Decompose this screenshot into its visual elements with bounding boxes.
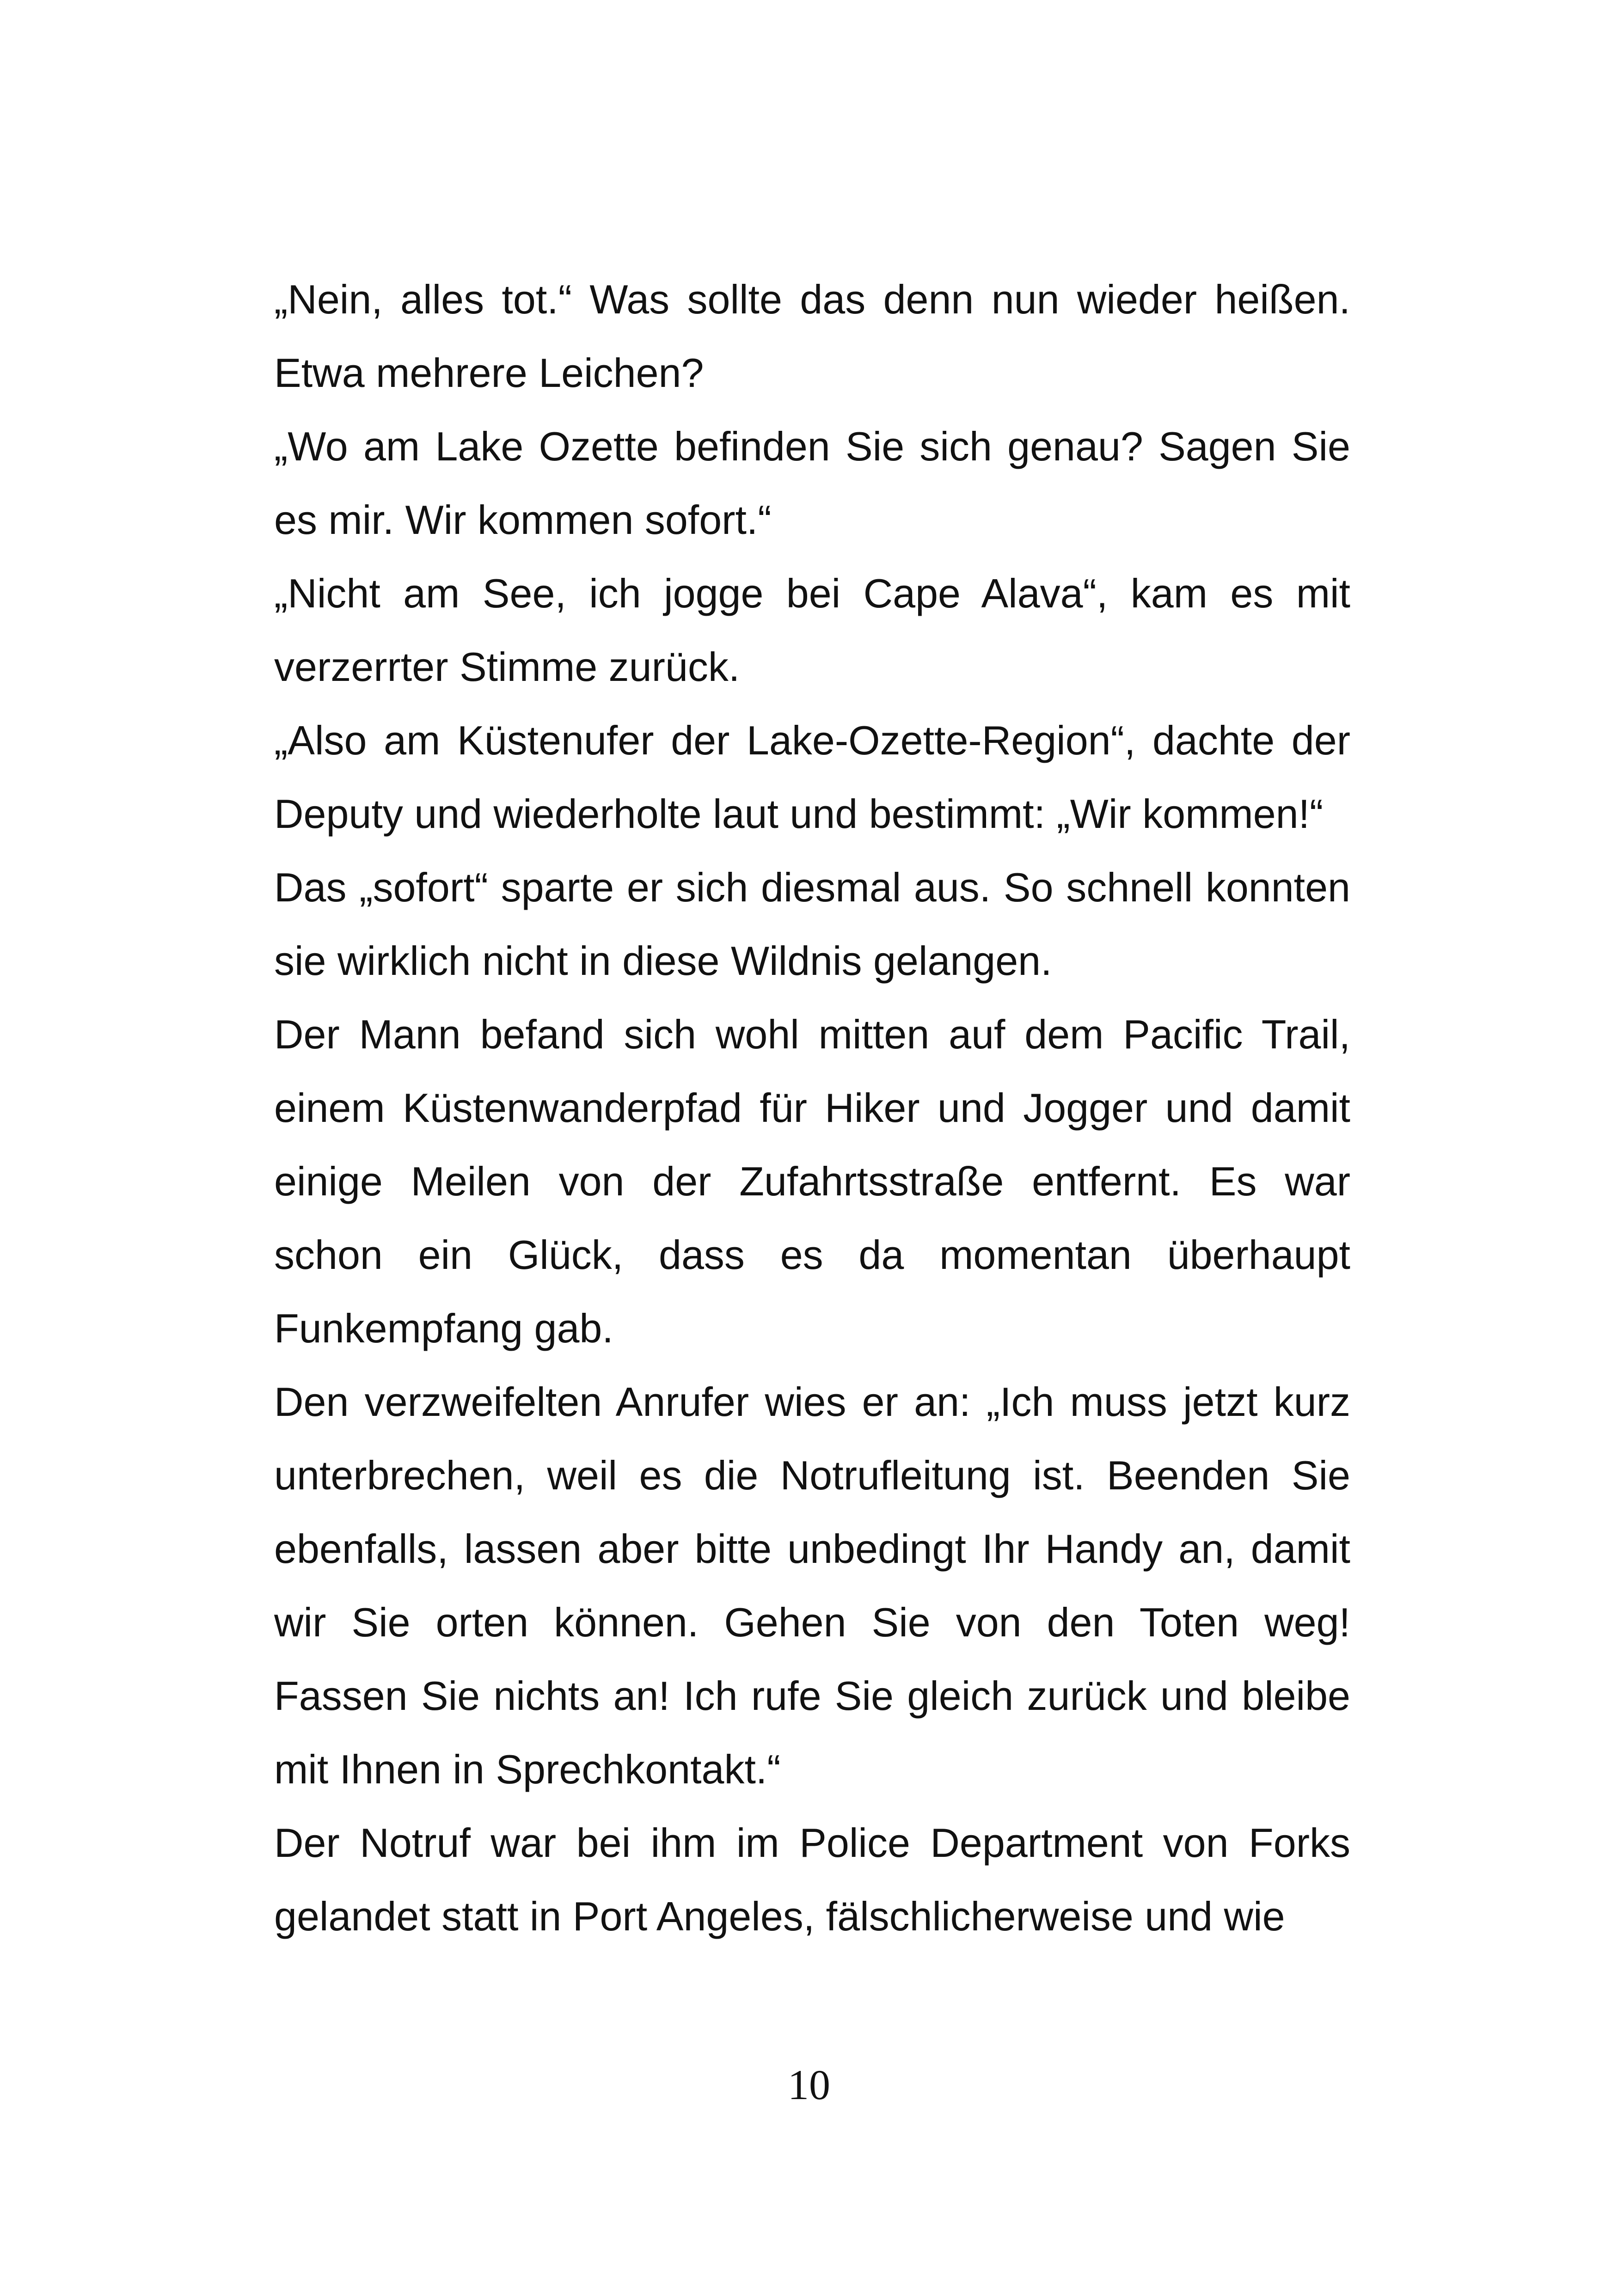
page-number: 10 [788, 2061, 830, 2108]
paragraph: „Also am Küstenufer der Lake-Ozette-Region“, dachte der Deputy und wiederholte laut und bestimmt: „Wir kommen!“ [274, 717, 1350, 837]
paragraph: „Nein, alles tot.“ Was sollte das denn nun wieder heißen. Etwa mehrere Leichen? [274, 276, 1350, 396]
paragraph: Der Mann befand sich wohl mitten auf dem Pacific Trail, einem Küstenwanderpfad für Hiker und Jogger und damit einige Meilen von der Zufahrtsstraße entfernt. Es war schon ein Glück, dass es da momentan überhaupt Funkempfang gab. [274, 1011, 1350, 1351]
paragraph: „Wo am Lake Ozette befinden Sie sich genau? Sagen Sie es mir. Wir kommen sofort.“ [274, 423, 1350, 543]
paragraph: Der Notruf war bei ihm im Police Department von Forks gelandet statt in Port Angeles, fälschlicherweise und wie [274, 1820, 1350, 1939]
paragraph: Das „sofort“ sparte er sich diesmal aus. So schnell konnten sie wirklich nicht in diese Wildnis gelangen. [274, 864, 1350, 984]
body-text [274, 263, 1350, 1953]
paragraph: „Nicht am See, ich jogge bei Cape Alava“, kam es mit verzerrter Stimme zurück. [274, 570, 1350, 690]
paragraph: Den verzweifelten Anrufer wies er an: „Ich muss jetzt kurz unterbrechen, weil es die Notrufleitung ist. Beenden Sie ebenfalls, lassen aber bitte unbedingt Ihr Handy an, damit wir Sie orten können. Gehen Sie von den Toten weg! Fassen Sie nichts an! Ich rufe Sie gleich zurück und bleibe mit Ihnen in Sprechkontakt.“ [274, 1379, 1350, 1792]
